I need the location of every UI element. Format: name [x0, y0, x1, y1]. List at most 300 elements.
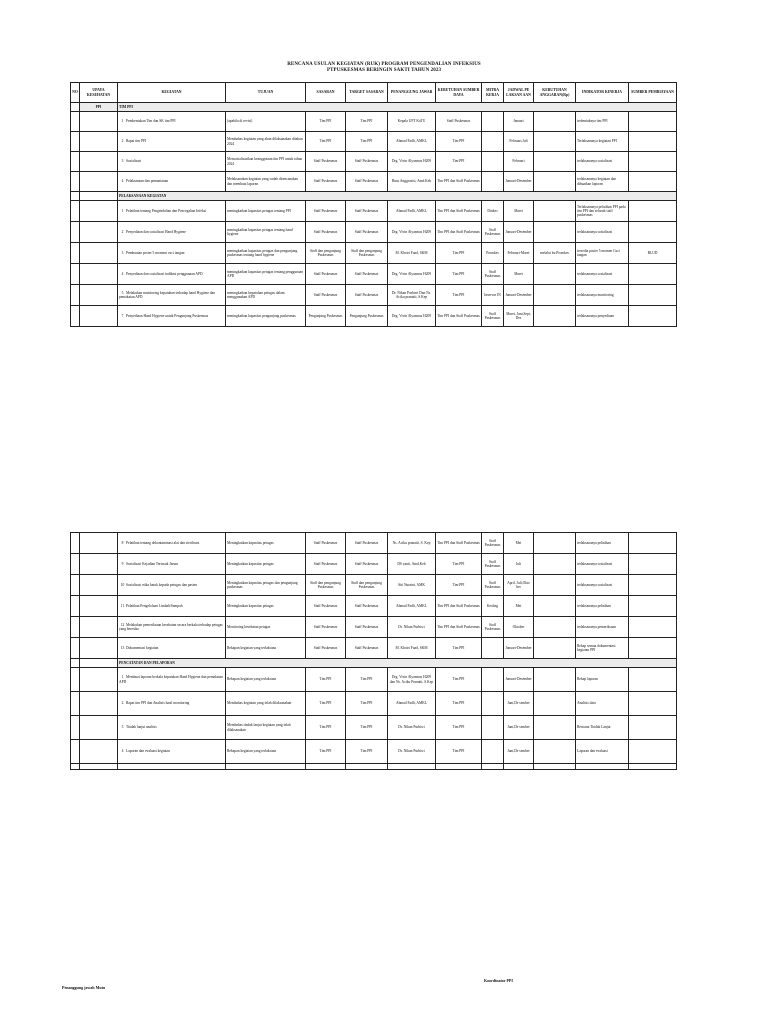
table-row: [71, 617, 677, 638]
mitra-cell: [482, 152, 504, 172]
jadwal-cell: Juli: [504, 554, 534, 575]
no-cell: [71, 201, 80, 222]
blank-cell: [71, 764, 80, 770]
upaya-cell: [80, 306, 118, 327]
row-number: 3: [121, 725, 124, 730]
pembiayaan-cell: [629, 554, 677, 575]
table-row: [71, 306, 677, 327]
target-cell: Staff Puskesmas: [346, 596, 388, 617]
anggaran-cell: [534, 668, 576, 692]
anggaran-cell: [534, 201, 576, 222]
pj-cell: Ahmad Fadli, AMKL: [388, 201, 436, 222]
jadwal-cell: Januari: [504, 112, 534, 132]
sumber-cell: Tim PPI dan Staff Puskesmas: [436, 533, 482, 554]
no-cell: [71, 716, 80, 740]
table-row: [71, 243, 677, 264]
kegiatan-text: Pelatihan tentang Pengendalian dan Pencegahan Infeksi: [126, 208, 207, 213]
target-cell: Staff Puskesmas: [346, 554, 388, 575]
mitra-cell: Kesling: [482, 596, 504, 617]
target-cell: Tim PPI: [346, 668, 388, 692]
row-number: 2: [121, 139, 124, 144]
kegiatan-cell: [118, 638, 226, 659]
table-row: [71, 201, 677, 222]
anggaran-cell: [534, 306, 576, 327]
table-row: [71, 575, 677, 596]
indikator-cell: terlaksananya sosialisasi: [576, 264, 629, 285]
pembiayaan-cell: BLUD: [629, 243, 677, 264]
no-cell: [71, 222, 80, 243]
no-cell: [71, 243, 80, 264]
mitra-cell: [482, 132, 504, 152]
sumber-cell: Tim PPI: [436, 152, 482, 172]
kegiatan-text: Dokumentasi kegiatan: [126, 645, 159, 650]
pembiayaan-cell: [629, 575, 677, 596]
blank-cell: [576, 764, 629, 770]
header-pembiayaan: SUMBER PEMBIAYAAN: [629, 83, 677, 103]
kegiatan-cell: [118, 243, 226, 264]
table-row: [71, 285, 677, 306]
upaya-cell: [80, 617, 118, 638]
tujuan-cell: Monitoring kesehatan petugas: [226, 617, 306, 638]
no-cell: [71, 638, 80, 659]
upaya-cell: [80, 264, 118, 285]
blank-cell: [306, 764, 346, 770]
sumber-cell: Tim PPI: [436, 285, 482, 306]
no-cell: [71, 533, 80, 554]
blank-cell: [118, 764, 226, 770]
anggaran-cell: [534, 132, 576, 152]
pembiayaan-cell: [629, 306, 677, 327]
jadwal-cell: Januari-Desember: [504, 222, 534, 243]
ruk-table-lower: [70, 532, 677, 770]
tujuan-cell: meningkatkan kepatuhan petugas dalam menggunakan APD: [226, 285, 306, 306]
mitra-cell: Staff Puskesmas: [482, 575, 504, 596]
kegiatan-cell: [118, 716, 226, 740]
pj-cell: Drg. Vivin Alyasmus H209: [388, 152, 436, 172]
mitra-cell: [482, 692, 504, 716]
pembiayaan-cell: [629, 617, 677, 638]
target-cell: Staff Puskesmas: [346, 617, 388, 638]
pembiayaan-cell: [629, 596, 677, 617]
target-cell: Staff Puskesmas: [346, 533, 388, 554]
tujuan-cell: Rekapan kegiatan yang terlaksana: [226, 668, 306, 692]
row-number: 2: [121, 701, 124, 706]
jadwal-cell: Februari-Maret: [504, 243, 534, 264]
kegiatan-cell: [118, 172, 226, 192]
tujuan-cell: meningkatkan kapasitas petugas tentang hand hygiene: [226, 222, 306, 243]
tujuan-cell: (apabila di revisi): [226, 112, 306, 132]
upaya-cell: [80, 692, 118, 716]
anggaran-cell: [534, 533, 576, 554]
indikator-cell: terlaksananya sosialisasi: [576, 222, 629, 243]
tujuan-cell: Mensosialisasikan keanggotaan tim PPI untuk tahun 2024: [226, 152, 306, 172]
target-cell: Staff Puskesmas: [346, 264, 388, 285]
kegiatan-cell: [118, 692, 226, 716]
sumber-cell: Tim PPI: [436, 243, 482, 264]
blank-cell: [534, 764, 576, 770]
tujuan-cell: Meningkatkan kapasitas petugas: [226, 596, 306, 617]
no-cell: [71, 740, 80, 764]
upaya-cell: [80, 222, 118, 243]
tujuan-cell: Membahas kegiatan yang akan dilaksanakan ditahun 2024: [226, 132, 306, 152]
sumber-cell: Tim PPI dan Staff Puskesmas: [436, 306, 482, 327]
mitra-cell: Staff Puskesmas: [482, 306, 504, 327]
table-row: [71, 638, 677, 659]
jadwal-cell: Oktober: [504, 617, 534, 638]
sasaran-cell: Staff Puskesmas: [306, 596, 346, 617]
ruk-table-upper: [70, 82, 677, 327]
indikator-cell: terlaksananya sosialisasi: [576, 152, 629, 172]
jadwal-cell: April, Juli,Okto ber: [504, 575, 534, 596]
sasaran-cell: Staff Puskesmas: [306, 222, 346, 243]
mitra-cell: Staff Puskesmas: [482, 617, 504, 638]
pj-cell: Dr. Nikan Purbiwi: [388, 617, 436, 638]
kegiatan-cell: [118, 306, 226, 327]
row-number: 4: [121, 179, 124, 184]
target-cell: Tim PPI: [346, 132, 388, 152]
sasaran-cell: Staff Puskesmas: [306, 533, 346, 554]
table-header-row: [71, 83, 677, 103]
jadwal-cell: Maret: [504, 264, 534, 285]
row-number: 7: [121, 313, 124, 318]
pembiayaan-cell: [629, 264, 677, 285]
sasaran-cell: Staff dan pengunjung Puskesmas: [306, 243, 346, 264]
tujuan-cell: meningkatkan kapasitas petugas dan pengunjung puskesmas tentang hand hygiene: [226, 243, 306, 264]
pj-cell: M. Khoiri Fuad, SKM: [388, 638, 436, 659]
upaya-cell: [80, 575, 118, 596]
upaya-cell: PPI: [80, 103, 118, 112]
document-title-line1: RENCANA USULAN KEGIATAN (RUK) PROGRAM PENGENDALIAN INFEKSIUS: [287, 62, 481, 67]
sumber-cell: Staff Puskesmas: [436, 112, 482, 132]
upaya-cell: [80, 554, 118, 575]
row-number: 13: [120, 645, 125, 650]
kegiatan-text: Pelatihan Pengelolaan Limbah/Sampah: [126, 603, 183, 608]
table-row: [71, 112, 677, 132]
header-no: NO: [71, 83, 80, 103]
mitra-cell: [482, 740, 504, 764]
upaya-cell: [80, 285, 118, 306]
tujuan-cell: meningkatkan kapasitas petugas tentang penggunaan APD: [226, 264, 306, 285]
sasaran-cell: Tim PPI: [306, 716, 346, 740]
anggaran-cell: [534, 172, 576, 192]
indikator-cell: terlaksananya sosialisasi: [576, 554, 629, 575]
pj-cell: Drg. Vivin Alyasmus H209: [388, 306, 436, 327]
section-title: TIM PPI: [118, 103, 677, 112]
sumber-cell: Tim PPI dan Staff Puskesmas: [436, 222, 482, 243]
tujuan-cell: Membahas kegiatan yang telah dilaksanakan: [226, 692, 306, 716]
blank-cell: [482, 764, 504, 770]
no-cell: [71, 575, 80, 596]
tujuan-cell: Rekapan kegiatan yang terlaksana: [226, 638, 306, 659]
mitra-cell: [482, 668, 504, 692]
row-number: 12: [120, 622, 125, 627]
target-cell: Staff Puskesmas: [346, 638, 388, 659]
row-number: 9: [121, 561, 124, 566]
tujuan-cell: meningkatkan kapasitas petugas tentang PPI: [226, 201, 306, 222]
kegiatan-text: Sosialisasi: [126, 159, 142, 164]
sumber-cell: Tim PPI: [436, 692, 482, 716]
pj-cell: Kepala UPT KaTU: [388, 112, 436, 132]
pj-cell: Ahmad Fadli, AMKL: [388, 132, 436, 152]
kegiatan-text: Pelatihan tentang dekontaminasi alat dan sterilisasi: [126, 540, 200, 545]
row-number: 4: [121, 749, 124, 754]
no-cell: [71, 192, 80, 201]
sasaran-cell: Staff Puskesmas: [306, 201, 346, 222]
table-row: [71, 554, 677, 575]
indikator-cell: terlaksananya penyediaan: [576, 306, 629, 327]
kegiatan-cell: [118, 112, 226, 132]
sumber-cell: Tim PPI: [436, 668, 482, 692]
mitra-cell: Staff Puskesmas: [482, 264, 504, 285]
blank-cell: [388, 764, 436, 770]
pembiayaan-cell: [629, 533, 677, 554]
table-row: [71, 692, 677, 716]
table-row-blank: [71, 764, 677, 770]
tujuan-cell: Meningkatkan kapasitas petugas: [226, 554, 306, 575]
sumber-cell: Tim PPI: [436, 264, 482, 285]
target-cell: Staff Puskesmas: [346, 152, 388, 172]
kegiatan-cell: [118, 596, 226, 617]
kegiatan-text: Melakukan pemeriksaan kesehatan secara berkala terhadap petugas yang beresiko: [119, 622, 223, 631]
anggaran-cell: [534, 638, 576, 659]
sumber-cell: Tim PPI: [436, 132, 482, 152]
section-row: [71, 103, 677, 112]
mitra-cell: Inservar IN: [482, 285, 504, 306]
pj-cell: Drg. Vivin Alyasmus H209: [388, 222, 436, 243]
mitra-cell: Dinkes: [482, 201, 504, 222]
sasaran-cell: Staff Puskesmas: [306, 285, 346, 306]
kegiatan-cell: [118, 222, 226, 243]
tujuan-cell: Rekapan kegiatan yang terlaksana: [226, 740, 306, 764]
no-cell: [71, 103, 80, 112]
upaya-cell: [80, 668, 118, 692]
section-row: [71, 659, 677, 668]
jadwal-cell: Februari: [504, 152, 534, 172]
target-cell: Tim PPI: [346, 112, 388, 132]
header-anggaran: KEBUTUHAN ANGGARAN(Rp): [534, 83, 576, 103]
anggaran-cell: [534, 692, 576, 716]
jadwal-cell: Juni,De sember: [504, 692, 534, 716]
sasaran-cell: Staff Puskesmas: [306, 172, 346, 192]
target-cell: Staff dan pengunjung Puskesmas: [346, 575, 388, 596]
anggaran-cell: [534, 596, 576, 617]
row-number: 2: [121, 229, 124, 234]
pj-cell: Ahmad Fadli, AMKL: [388, 596, 436, 617]
pj-cell: Rusu Anggrasisi, Amd.Keb: [388, 172, 436, 192]
header-target: TARGET SASARAN: [346, 83, 388, 103]
kegiatan-cell: [118, 575, 226, 596]
tujuan-cell: Meningkatkan kapasitas petugas dan pengunjung puskesmas: [226, 575, 306, 596]
no-cell: [71, 596, 80, 617]
kegiatan-cell: [118, 617, 226, 638]
table-row: [71, 152, 677, 172]
no-cell: [71, 112, 80, 132]
mitra-cell: Staff Puskesmas: [482, 554, 504, 575]
pj-cell: Ns. Aciku pranatti, S. Kep: [388, 533, 436, 554]
no-cell: [71, 306, 80, 327]
indikator-cell: Rekap semua dokumentasi kegiatan PPI: [576, 638, 629, 659]
target-cell: Tim PPI: [346, 692, 388, 716]
blank-cell: [629, 764, 677, 770]
mitra-cell: Promkes: [482, 243, 504, 264]
mitra-cell: [482, 716, 504, 740]
pembiayaan-cell: [629, 740, 677, 764]
no-cell: [71, 285, 80, 306]
no-cell: [71, 264, 80, 285]
indikator-cell: Rekap laporan: [576, 668, 629, 692]
kegiatan-cell: [118, 264, 226, 285]
sasaran-cell: Staff Puskesmas: [306, 638, 346, 659]
kegiatan-text: Rapat tim PPI: [126, 139, 147, 144]
table-row: [71, 596, 677, 617]
sasaran-cell: Staff Puskesmas: [306, 554, 346, 575]
no-cell: [71, 172, 80, 192]
jadwal-cell: Mei: [504, 533, 534, 554]
tujuan-cell: meningkatkan kapasitas pengunjung puskesmas: [226, 306, 306, 327]
row-number: 1: [121, 675, 124, 680]
jadwal-cell: Januari-Desember: [504, 285, 534, 306]
anggaran-cell: melalui bu Promkes: [534, 243, 576, 264]
document-title-line2: PTPUSKESMAS BERINGIN SAKTI TAHUN 2023: [326, 68, 442, 73]
table-row: [71, 740, 677, 764]
section-title: PENCATATAN DAN PELAPORAN: [118, 659, 677, 668]
row-number: 3: [121, 159, 124, 164]
indikator-cell: terlaksananya sosialisasi: [576, 575, 629, 596]
target-cell: Staff dan pengunjung Puskesmas: [346, 243, 388, 264]
no-cell: [71, 554, 80, 575]
upaya-cell: [80, 638, 118, 659]
jadwal-cell: Juni,De sember: [504, 740, 534, 764]
sasaran-cell: Staff Puskesmas: [306, 617, 346, 638]
sasaran-cell: Staff Puskesmas: [306, 264, 346, 285]
blank-cell: [436, 764, 482, 770]
sumber-cell: Tim PPI dan Staff Puskesmas: [436, 201, 482, 222]
no-cell: [71, 692, 80, 716]
mitra-cell: [482, 638, 504, 659]
target-cell: Tim PPI: [346, 716, 388, 740]
sumber-cell: Tim PPI: [436, 575, 482, 596]
blank-cell: [80, 764, 118, 770]
blank-cell: [226, 764, 306, 770]
section-title: PELAKSANAAN KEGIATAN: [118, 192, 677, 201]
indikator-cell: Terlaksananya kegiatan PPI: [576, 132, 629, 152]
kegiatan-text: Laporan dan evaluasi kegiatan: [126, 749, 170, 754]
indikator-cell: terlaksananya monitoring: [576, 285, 629, 306]
target-cell: Staff Puskesmas: [346, 172, 388, 192]
kegiatan-cell: [118, 285, 226, 306]
no-cell: [71, 152, 80, 172]
jadwal-cell: Juni,De sember: [504, 716, 534, 740]
anggaran-cell: [534, 112, 576, 132]
blank-cell: [346, 764, 388, 770]
indikator-cell: tersedia poster 5 momen Cuci tangan: [576, 243, 629, 264]
kegiatan-text: Penyediaan dan sosialisasi Hand Hygiene: [126, 229, 186, 234]
indikator-cell: terlaksananya pelatihan: [576, 596, 629, 617]
header-tujuan: TUJUAN: [226, 83, 306, 103]
indikator-cell: Terlaksananya pelatihan PPI pada tim PPI dan seluruh staff puskesmas: [576, 201, 629, 222]
pembiayaan-cell: [629, 668, 677, 692]
kegiatan-text: Membuat laporan berkala kepatuhan Hand Hygiene dan pemakaian APD: [119, 675, 223, 684]
upaya-cell: [80, 716, 118, 740]
pembiayaan-cell: [629, 716, 677, 740]
kegiatan-cell: [118, 533, 226, 554]
sasaran-cell: Tim PPI: [306, 668, 346, 692]
indikator-cell: terbentuknya tim PPI: [576, 112, 629, 132]
pj-cell: Drg. Vivin Alyasmus H209: [388, 264, 436, 285]
upaya-cell: [80, 172, 118, 192]
header-mitra: MITRA KERJA: [482, 83, 504, 103]
anggaran-cell: [534, 575, 576, 596]
pembiayaan-cell: [629, 112, 677, 132]
sumber-cell: Tim PPI dan Staff Puskesmas: [436, 172, 482, 192]
kegiatan-cell: [118, 201, 226, 222]
upaya-cell: [80, 112, 118, 132]
kegiatan-text: Penyediaan dan sosialisasi indikasi penggunaan APD: [126, 271, 203, 276]
anggaran-cell: [534, 264, 576, 285]
sumber-cell: Tim PPI dan Staff Puskesmas: [436, 617, 482, 638]
row-number: 8: [121, 540, 124, 545]
kegiatan-cell: [118, 740, 226, 764]
section-row: [71, 192, 677, 201]
upaya-cell: [80, 740, 118, 764]
tujuan-cell: Melaksanakan kegiatan yang sudah direncanakan dan membuat laporan: [226, 172, 306, 192]
sasaran-cell: Tim PPI: [306, 692, 346, 716]
pembiayaan-cell: [629, 172, 677, 192]
table-row: [71, 533, 677, 554]
jadwal-cell: Mei: [504, 596, 534, 617]
upaya-cell: [80, 152, 118, 172]
pembiayaan-cell: [629, 285, 677, 306]
pj-cell: Ahmad Fadli, AMKL: [388, 692, 436, 716]
sasaran-cell: Staff Puskesmas: [306, 152, 346, 172]
footer-koordinator: Koordinator PPI: [484, 978, 513, 983]
header-pj: PENANGGUNG JAWAB: [388, 83, 436, 103]
row-number: 10: [120, 582, 125, 587]
kegiatan-cell: [118, 554, 226, 575]
row-number: 11: [120, 603, 125, 608]
tujuan-cell: Meningkatkan kapasitas petugas: [226, 533, 306, 554]
header-upaya: UPAYA KESEHATAN: [80, 83, 118, 103]
upaya-cell: [80, 243, 118, 264]
mitra-cell: Staff Puskesmas: [482, 533, 504, 554]
pembiayaan-cell: [629, 132, 677, 152]
pembiayaan-cell: [629, 152, 677, 172]
sumber-cell: Tim PPI: [436, 740, 482, 764]
kegiatan-cell: [118, 668, 226, 692]
header-indikator: INDIKATOR KINERJA: [576, 83, 629, 103]
jadwal-cell: Februari,Juli: [504, 132, 534, 152]
pj-cell: Dr. Nikan Purbiwi Dan Ns. Aciku pranatti, S.Kep: [388, 285, 436, 306]
upaya-cell: [80, 132, 118, 152]
anggaran-cell: [534, 285, 576, 306]
indikator-cell: terlaksananya kegiatan dan dibuatkan laporan: [576, 172, 629, 192]
header-jadwal: JADWAL PE LAKSAN AAN: [504, 83, 534, 103]
row-number: 5: [121, 290, 124, 295]
sasaran-cell: Tim PPI: [306, 132, 346, 152]
target-cell: Staff Puskesmas: [346, 285, 388, 306]
mitra-cell: Staff Puskesmas: [482, 222, 504, 243]
jadwal-cell: Januari-Desember: [504, 638, 534, 659]
no-cell: [71, 132, 80, 152]
row-number: 1: [121, 208, 124, 213]
header-kegiatan: KEGIATAN: [118, 83, 226, 103]
table-row: [71, 716, 677, 740]
header-sasaran: SASARAN: [306, 83, 346, 103]
target-cell: Staff Puskesmas: [346, 222, 388, 243]
mitra-cell: [482, 172, 504, 192]
kegiatan-text: Tindak lanjut analisis: [126, 725, 157, 730]
pembiayaan-cell: [629, 222, 677, 243]
